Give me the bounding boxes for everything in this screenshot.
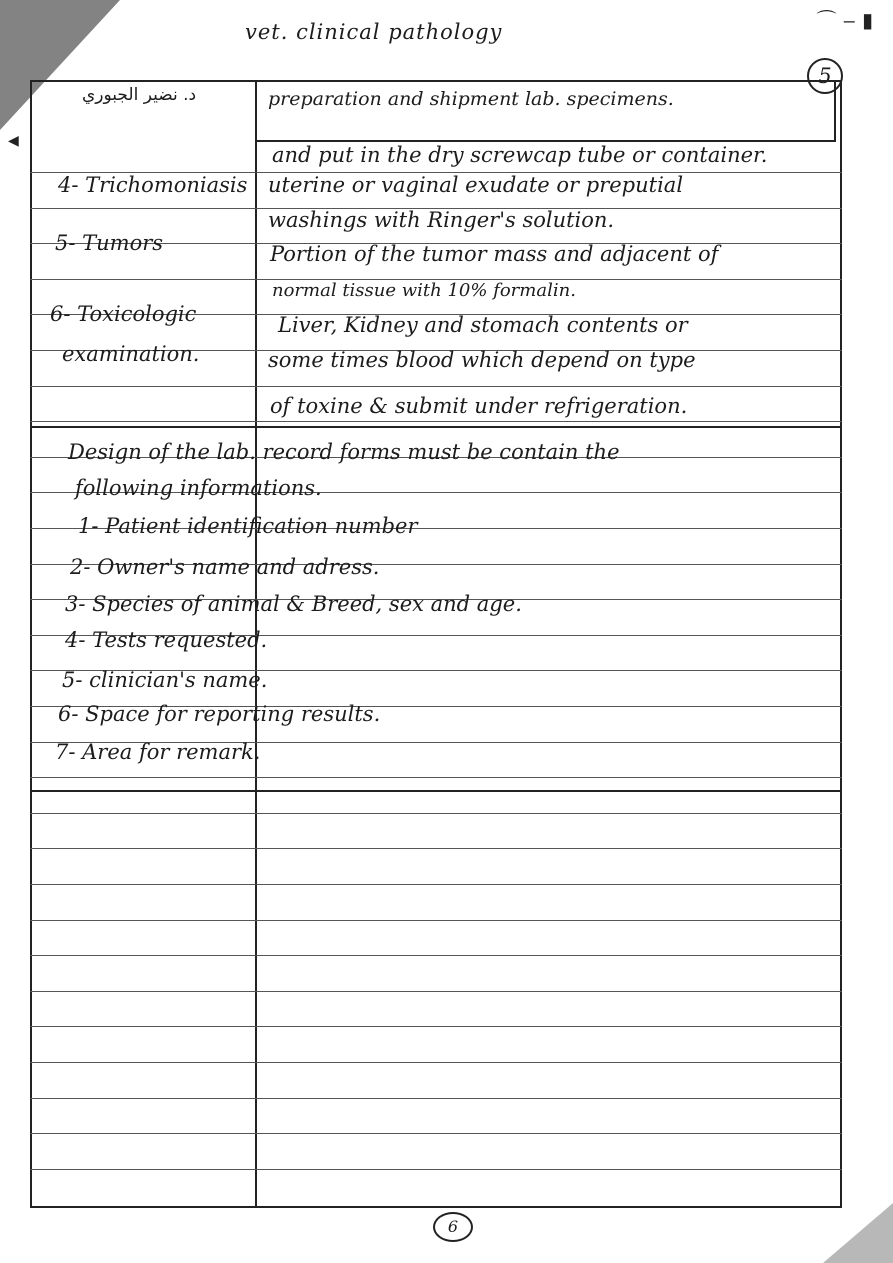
ruled-line [30, 955, 842, 956]
ruled-line [30, 848, 842, 849]
author-note-arabic: د. نضير الجبوري [82, 85, 197, 105]
column-heading: preparation and shipment lab. specimens. [268, 88, 674, 110]
ruled-line [30, 777, 842, 778]
top-edge-marks: ⌒ ‒ ▮ [816, 8, 873, 32]
row-6-right: Liver, Kidney and stomach contents or [278, 313, 688, 337]
ruled-line [30, 1098, 842, 1099]
row-4-left: 5- Tumors [55, 231, 164, 255]
row-6-left: 6- Toxicologic [50, 302, 197, 326]
row-8-right: of toxine & submit under refrigeration. [270, 394, 688, 418]
row-2-right: uterine or vaginal exudate or preputial [268, 173, 684, 197]
section-end-rule [30, 790, 842, 792]
design-item-2: 2- Owner's name and adress. [70, 555, 380, 579]
row-3-right: washings with Ringer's solution. [268, 208, 615, 232]
ruled-line [30, 813, 842, 814]
row-5-right: normal tissue with 10% formalin. [272, 280, 576, 301]
row-4-right: Portion of the tumor mass and adjacent of [270, 242, 719, 266]
ruled-line [30, 1133, 842, 1134]
ruled-line [30, 920, 842, 921]
ruled-line [30, 884, 842, 885]
page-number-circle: 5 [807, 58, 843, 94]
design-item-4: 4- Tests requested. [65, 628, 268, 652]
section-separator [30, 426, 842, 428]
row-1-right: and put in the dry screwcap tube or container. [272, 143, 768, 167]
margin-arrow-icon: ◀ [8, 133, 19, 149]
row-7-right: some times blood which depend on type [268, 348, 696, 372]
footer-page-mark: 6 [433, 1212, 473, 1242]
ruled-line [30, 1169, 842, 1170]
design-item-6: 6- Space for reporting results. [58, 702, 381, 726]
design-item-5: 5- clinician's name. [62, 668, 268, 692]
ruled-line [30, 421, 842, 422]
ruled-line [30, 1062, 842, 1063]
ruled-line [30, 386, 842, 387]
ruled-line [30, 991, 842, 992]
design-item-7: 7- Area for remark. [55, 740, 261, 764]
row-2-left: 4- Trichomoniasis [58, 173, 248, 197]
row-7-left: examination. [62, 342, 200, 366]
design-item-1: 1- Patient identification number [78, 514, 418, 538]
design-intro-line-2: following informations. [75, 476, 322, 500]
scan-shadow-bottom-right [823, 1203, 893, 1263]
design-item-3: 3- Species of animal & Breed, sex and age. [65, 592, 522, 616]
design-intro-line-1: Design of the lab. record forms must be contain the [68, 440, 620, 464]
ruled-line [30, 1026, 842, 1027]
page-title: vet. clinical pathology [245, 20, 503, 44]
